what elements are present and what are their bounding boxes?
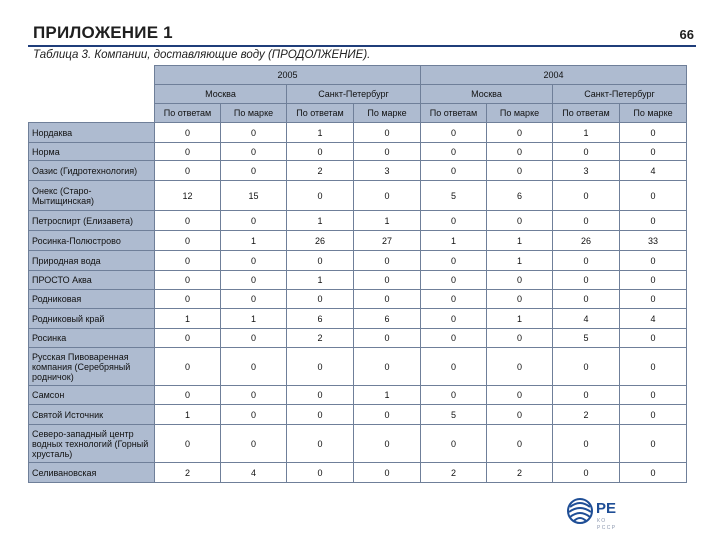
row-label: Петроспирт (Елизавета): [29, 211, 155, 231]
table-cell: 1: [221, 309, 287, 329]
table-cell: 0: [287, 425, 354, 463]
row-label: ПРОСТО Аква: [29, 271, 155, 290]
table-cell: 0: [155, 161, 221, 181]
table-cell: 1: [421, 231, 487, 251]
table-cell: 1: [354, 386, 421, 405]
table-cell: 0: [155, 386, 221, 405]
table-cell: 0: [620, 251, 687, 271]
table-cell: 0: [553, 463, 620, 483]
logo-subtext: Р С С Р: [597, 525, 616, 531]
table-cell: 0: [620, 123, 687, 143]
table-cell: 0: [620, 181, 687, 211]
table-row: [29, 290, 687, 309]
measure-header: По ответам: [421, 104, 487, 123]
table-cell: 0: [620, 463, 687, 483]
table-cell: 1: [354, 211, 421, 231]
table-cell: 0: [287, 386, 354, 405]
table-cell: 0: [221, 123, 287, 143]
table-cell: 0: [620, 143, 687, 161]
row-label: Северо-западный центр водных технологий (Горный хрусталь): [29, 425, 155, 463]
table-cell: 0: [421, 290, 487, 309]
table-cell: 0: [487, 329, 553, 348]
table-row: [29, 405, 687, 425]
table-cell: 0: [155, 329, 221, 348]
table-cell: 1: [221, 231, 287, 251]
table-cell: 4: [620, 309, 687, 329]
table-cell: 0: [155, 231, 221, 251]
measure-header: По ответам: [287, 104, 354, 123]
table-cell: 0: [354, 181, 421, 211]
row-label: Русская Пивоваренная компания (Серебряный родничок): [29, 348, 155, 386]
table-cell: 4: [221, 463, 287, 483]
table-cell: 5: [553, 329, 620, 348]
table-cell: 0: [287, 405, 354, 425]
table-cell: 0: [553, 386, 620, 405]
city-header: Москва: [155, 85, 287, 104]
table-row: [29, 329, 687, 348]
table-row: [29, 463, 687, 483]
table-cell: 0: [421, 309, 487, 329]
table-cell: 0: [553, 271, 620, 290]
table-row: [29, 231, 687, 251]
table-cell: 0: [421, 271, 487, 290]
row-label: Оазис (Гидротехнология): [29, 161, 155, 181]
row-label: Родниковый край: [29, 309, 155, 329]
table-cell: 0: [155, 251, 221, 271]
table-cell: 0: [421, 329, 487, 348]
page-title: ПРИЛОЖЕНИЕ 1: [33, 23, 173, 42]
table-cell: 6: [487, 181, 553, 211]
table-cell: 2: [553, 405, 620, 425]
table-row: [29, 251, 687, 271]
table-cell: 2: [487, 463, 553, 483]
city-header: Санкт-Петербург: [553, 85, 687, 104]
table-cell: 26: [287, 231, 354, 251]
table-cell: 0: [287, 463, 354, 483]
table-cell: 0: [155, 425, 221, 463]
table-cell: 0: [553, 181, 620, 211]
table-cell: 0: [487, 123, 553, 143]
logo-text: РЕ: [596, 500, 617, 517]
table-cell: 1: [155, 309, 221, 329]
row-label: Селивановская: [29, 463, 155, 483]
table-row: [29, 211, 687, 231]
table-cell: 0: [620, 271, 687, 290]
table-cell: 2: [287, 329, 354, 348]
table-cell: 4: [553, 309, 620, 329]
table-cell: 0: [354, 290, 421, 309]
table-row: [29, 271, 687, 290]
table-cell: 0: [487, 405, 553, 425]
row-label: Самсон: [29, 386, 155, 405]
table-cell: 0: [487, 211, 553, 231]
table-cell: 0: [221, 348, 287, 386]
table-cell: 1: [155, 405, 221, 425]
city-header: Москва: [421, 85, 553, 104]
table-cell: 0: [487, 386, 553, 405]
table-cell: 0: [553, 348, 620, 386]
table-row: [29, 123, 687, 143]
measure-header: По ответам: [155, 104, 221, 123]
table-row: [29, 143, 687, 161]
table-cell: 0: [287, 348, 354, 386]
title-divider: [28, 45, 696, 47]
table-cell: 0: [553, 425, 620, 463]
table-cell: 1: [487, 231, 553, 251]
table-cell: 2: [155, 463, 221, 483]
table-caption: Таблица 3. Компании, доставляющие воду (ПРОДОЛЖЕНИЕ).: [33, 49, 371, 61]
table-cell: 0: [354, 271, 421, 290]
row-label: Норма: [29, 143, 155, 161]
table-cell: 3: [553, 161, 620, 181]
table-cell: 0: [287, 290, 354, 309]
table-cell: 0: [421, 425, 487, 463]
table-cell: 0: [155, 290, 221, 309]
table-cell: 0: [221, 386, 287, 405]
table-cell: 0: [221, 329, 287, 348]
table-cell: 0: [487, 348, 553, 386]
table-cell: 0: [620, 348, 687, 386]
table-cell: 1: [487, 309, 553, 329]
delivery-companies-table: [28, 65, 687, 483]
globe-logo-icon: [566, 493, 626, 533]
table-cell: 0: [155, 123, 221, 143]
table-cell: 27: [354, 231, 421, 251]
table-cell: 0: [421, 123, 487, 143]
table-cell: 0: [553, 143, 620, 161]
table-cell: 0: [487, 271, 553, 290]
table-cell: 0: [354, 143, 421, 161]
table-row: [29, 161, 687, 181]
table-cell: 6: [287, 309, 354, 329]
table-cell: 2: [421, 463, 487, 483]
table-cell: 0: [287, 143, 354, 161]
table-row: [29, 348, 687, 386]
row-label: Природная вода: [29, 251, 155, 271]
table-cell: 0: [487, 290, 553, 309]
company-logo: [566, 493, 626, 533]
table-cell: 0: [354, 405, 421, 425]
table-cell: 0: [354, 123, 421, 143]
table-cell: 0: [221, 161, 287, 181]
table-cell: 0: [487, 143, 553, 161]
table-cell: 0: [354, 425, 421, 463]
table-cell: 0: [487, 425, 553, 463]
table-cell: 0: [421, 386, 487, 405]
table-cell: 1: [553, 123, 620, 143]
table-cell: 4: [620, 161, 687, 181]
table-body: [29, 123, 687, 483]
table-cell: 0: [221, 211, 287, 231]
table-cell: 0: [421, 143, 487, 161]
year-header: 2005: [155, 66, 421, 85]
table-cell: 0: [155, 271, 221, 290]
table-cell: 0: [421, 161, 487, 181]
page-number: 66: [679, 27, 694, 42]
logo-subtext: К О: [597, 518, 606, 524]
table-cell: 0: [287, 181, 354, 211]
table-cell: 33: [620, 231, 687, 251]
table-cell: 1: [287, 123, 354, 143]
row-label: Онекс (Старо-Мытищинская): [29, 181, 155, 211]
table-cell: 0: [553, 251, 620, 271]
table-cell: 1: [487, 251, 553, 271]
table-corner: [29, 66, 155, 123]
table-row: [29, 181, 687, 211]
table-cell: 1: [287, 271, 354, 290]
year-header: 2004: [421, 66, 687, 85]
table-cell: 12: [155, 181, 221, 211]
city-header: Санкт-Петербург: [287, 85, 421, 104]
table-cell: 1: [287, 211, 354, 231]
table-cell: 0: [354, 463, 421, 483]
table-cell: 0: [553, 211, 620, 231]
table-cell: 3: [354, 161, 421, 181]
measure-header: По ответам: [553, 104, 620, 123]
table-cell: 0: [487, 161, 553, 181]
row-label: Росинка-Полюстрово: [29, 231, 155, 251]
table-cell: 0: [221, 251, 287, 271]
row-label: Росинка: [29, 329, 155, 348]
table-cell: 0: [421, 211, 487, 231]
row-label: Нордаква: [29, 123, 155, 143]
table-cell: 0: [155, 211, 221, 231]
table-cell: 0: [620, 211, 687, 231]
table-cell: 0: [221, 290, 287, 309]
table-cell: 6: [354, 309, 421, 329]
table-row: [29, 386, 687, 405]
table-cell: 0: [553, 290, 620, 309]
table-cell: 15: [221, 181, 287, 211]
table-cell: 26: [553, 231, 620, 251]
table-cell: 0: [620, 405, 687, 425]
table-cell: 0: [155, 143, 221, 161]
row-label: Святой Источник: [29, 405, 155, 425]
table-cell: 0: [287, 251, 354, 271]
measure-header: По марке: [221, 104, 287, 123]
table-cell: 5: [421, 405, 487, 425]
table-cell: 0: [354, 348, 421, 386]
table-row: [29, 425, 687, 463]
measure-header: По марке: [354, 104, 421, 123]
table-cell: 0: [221, 271, 287, 290]
table-cell: 0: [620, 386, 687, 405]
table-cell: 0: [354, 329, 421, 348]
row-label: Родниковая: [29, 290, 155, 309]
table-cell: 0: [354, 251, 421, 271]
table-cell: 0: [620, 425, 687, 463]
table-cell: 0: [620, 290, 687, 309]
table-cell: 0: [221, 143, 287, 161]
table-cell: 2: [287, 161, 354, 181]
measure-header: По марке: [487, 104, 553, 123]
table-cell: 0: [421, 348, 487, 386]
table-cell: 0: [155, 348, 221, 386]
table-container: [28, 65, 687, 483]
table-cell: 0: [221, 405, 287, 425]
table-cell: 0: [221, 425, 287, 463]
table-row: [29, 309, 687, 329]
table-cell: 0: [421, 251, 487, 271]
table-cell: 5: [421, 181, 487, 211]
table-cell: 0: [620, 329, 687, 348]
measure-header: По марке: [620, 104, 687, 123]
